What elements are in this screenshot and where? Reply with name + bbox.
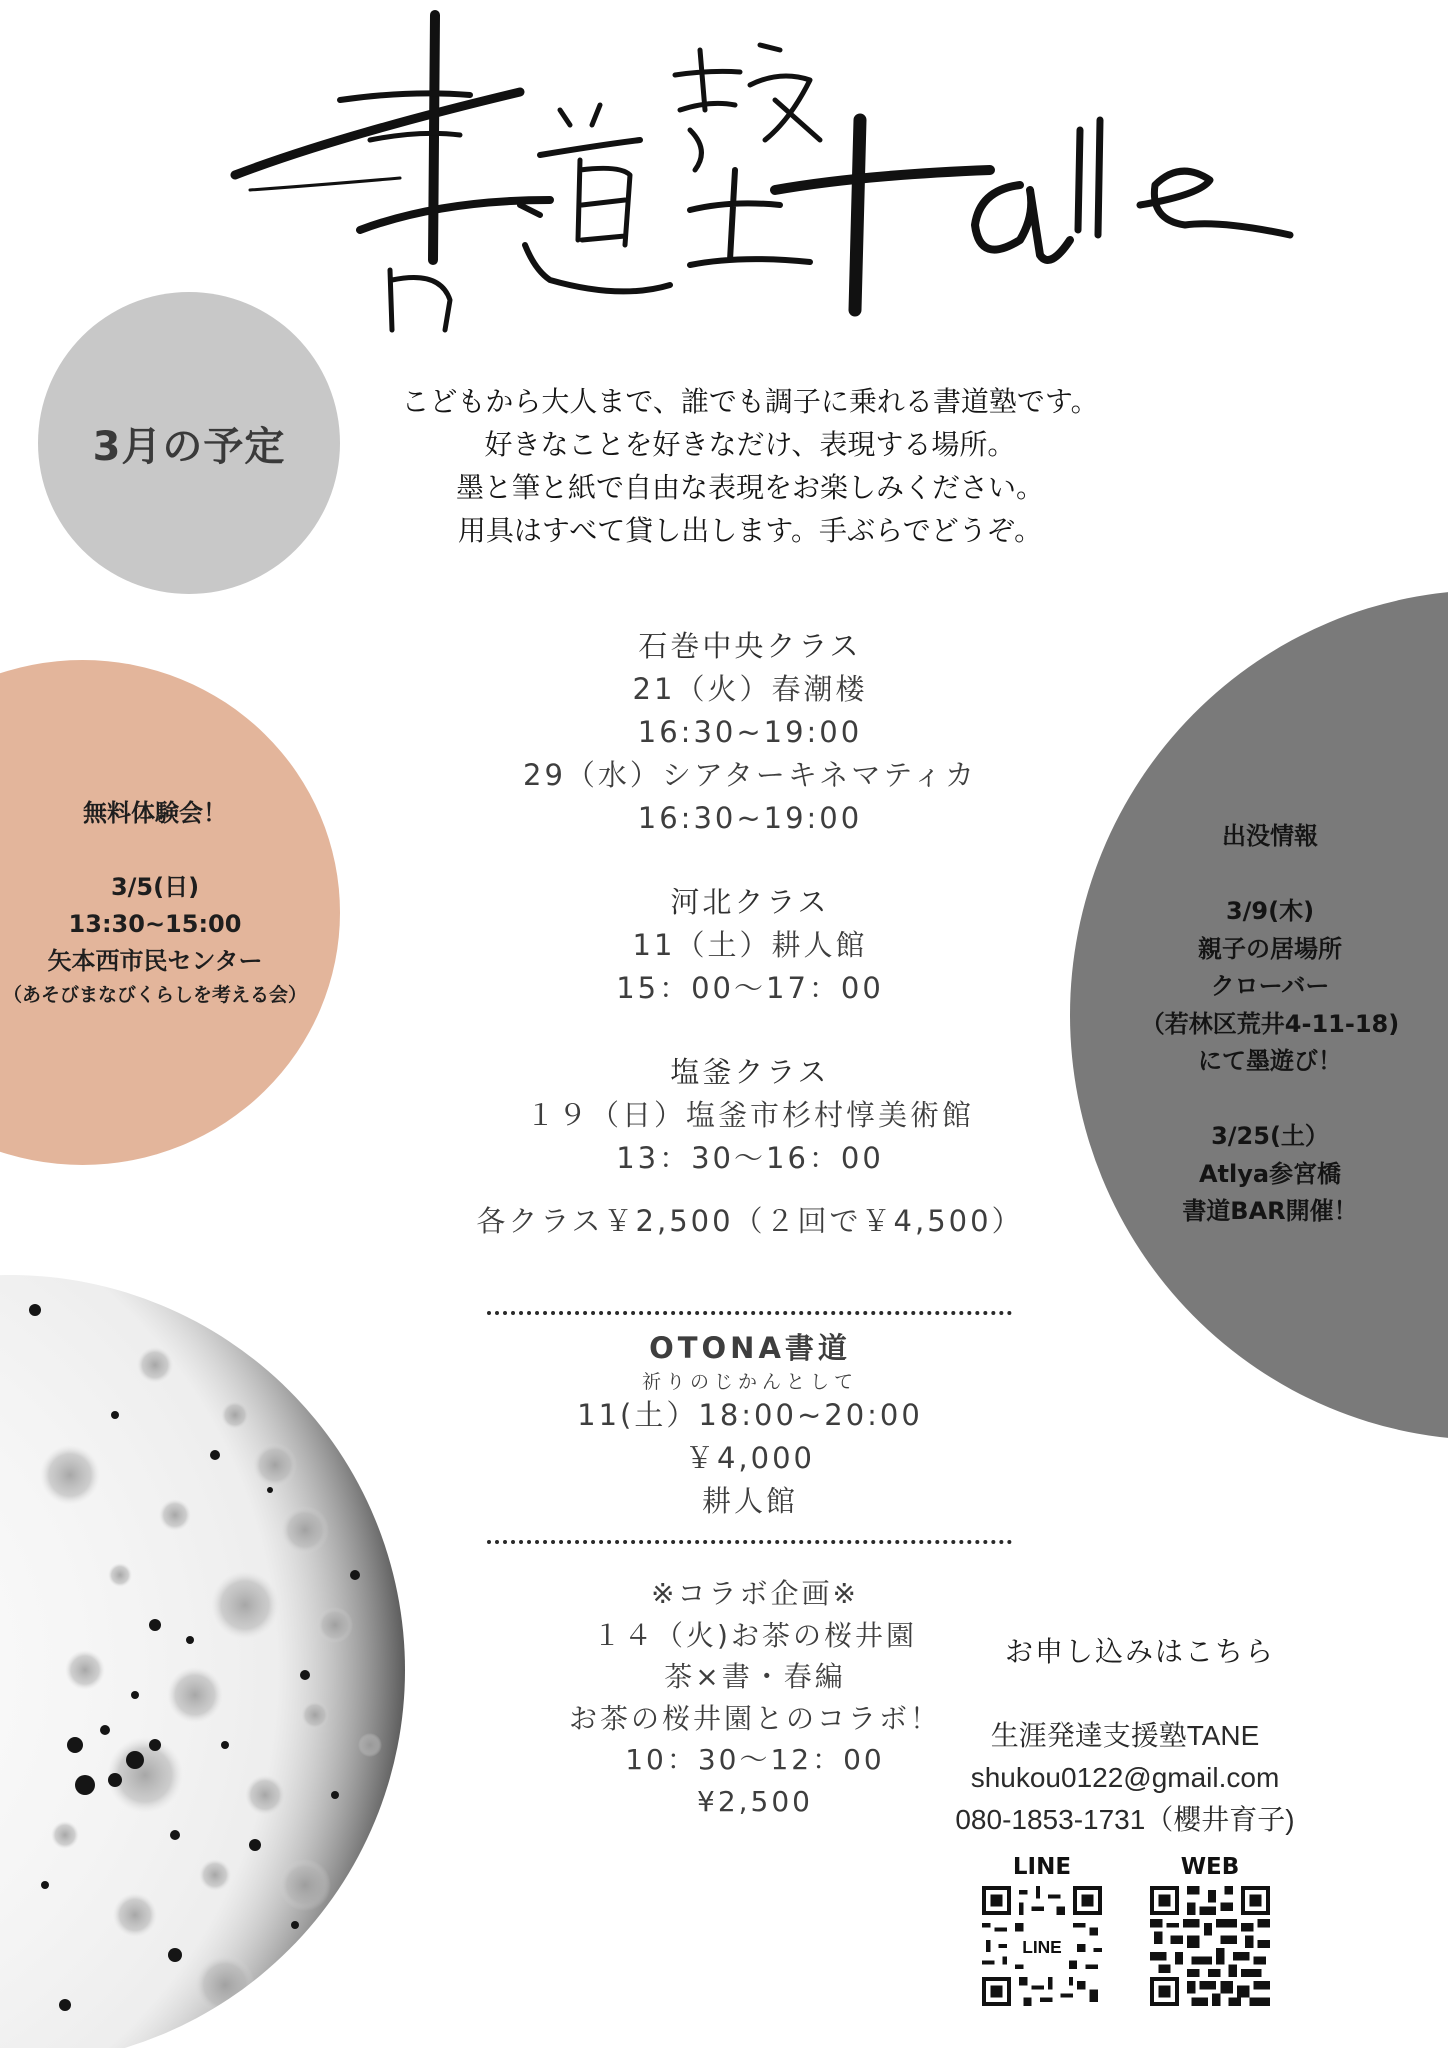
qr-line-label: LINE xyxy=(1012,1854,1072,1880)
schedule-badge-label: 3月の予定 xyxy=(92,423,286,470)
collab-line: 茶×書・春編 xyxy=(664,1660,846,1693)
trial-info xyxy=(0,795,310,1010)
trial-note: （あそびまなびくらしを考える会） xyxy=(2,984,307,1006)
ink-splatter-art xyxy=(0,1275,405,2048)
line-qr-code[interactable] xyxy=(982,1886,1102,2006)
class-detail: 16:30~19:00 xyxy=(637,801,863,835)
collab-line: １４（火)お茶の桜井園 xyxy=(593,1618,917,1652)
dotted-divider xyxy=(487,1540,1012,1544)
qr-line-center: LINE xyxy=(1022,1937,1062,1958)
appearance-line: 3/25(土） xyxy=(1211,1122,1329,1150)
collab-line: お茶の桜井園とのコラボ！ xyxy=(568,1701,941,1735)
class-detail: 21（火）春潮楼 xyxy=(632,672,868,706)
trial-title: 無料体験会！ xyxy=(83,799,227,827)
contact-info xyxy=(900,1715,1350,1841)
org-name: 生涯発達支援塾TANE xyxy=(990,1720,1260,1751)
otona-price: ￥4,000 xyxy=(684,1441,816,1475)
apply-label: お申し込みはこちら xyxy=(1004,1635,1275,1668)
trial-time: 13:30~15:00 xyxy=(68,910,242,938)
otona-title: OTONA書道 xyxy=(649,1331,851,1365)
schedule-badge xyxy=(38,292,340,594)
appearance-line: （若林区荒井4-11-18) xyxy=(1140,1009,1400,1038)
collab-line: ¥2,500 xyxy=(697,1784,813,1818)
appearance-line: 3/9(木) xyxy=(1225,897,1315,925)
phone-number[interactable]: 080-1853-1731（櫻井育子) xyxy=(955,1804,1295,1835)
appearance-line: クローバー xyxy=(1210,972,1330,1000)
email-link[interactable]: shukou0122@gmail.com xyxy=(970,1762,1280,1793)
class-name: 石巻中央クラス xyxy=(638,629,862,663)
class-detail: 15：00〜17：00 xyxy=(616,971,884,1005)
otona-datetime: 11(土）18:00~20:00 xyxy=(577,1398,923,1432)
intro-line: こどもから大人まで、誰でも調子に乗れる書道塾です。 xyxy=(401,385,1099,418)
otona-place: 耕人館 xyxy=(701,1484,798,1518)
class-detail: 13：30〜16：00 xyxy=(616,1141,884,1175)
class-detail: 11（土）耕人館 xyxy=(632,928,868,962)
intro-text xyxy=(330,380,1170,552)
class-schedule xyxy=(430,625,1070,1243)
calligraphy-title xyxy=(220,0,1320,350)
trial-date: 3/5(日) xyxy=(110,873,200,901)
class-detail: 29（水）シアターキネマティカ xyxy=(523,758,977,792)
web-qr-code[interactable] xyxy=(1150,1886,1270,2006)
dotted-divider xyxy=(487,1311,1012,1315)
appearance-line: 親子の居場所 xyxy=(1198,934,1342,963)
appearance-title: 出没情報 xyxy=(1222,822,1318,850)
intro-line: 墨と筆と紙で自由な表現をお楽しみください。 xyxy=(455,471,1044,504)
qr-web-label: WEB xyxy=(1180,1854,1240,1880)
class-name: 河北クラス xyxy=(670,885,830,919)
intro-line: 好きなことを好きなだけ、表現する場所。 xyxy=(484,428,1016,461)
appearance-info xyxy=(1120,818,1420,1231)
otona-section xyxy=(480,1326,1020,1523)
class-name: 塩釜クラス xyxy=(670,1055,830,1089)
otona-subtitle: 祈りのじかんとして xyxy=(641,1371,858,1393)
appearance-line: Atlya参宮橋 xyxy=(1198,1159,1342,1188)
class-detail: 16:30~19:00 xyxy=(637,715,863,749)
appearance-line: 書道BAR開催！ xyxy=(1182,1197,1358,1225)
trial-place: 矢本西市民センター xyxy=(47,947,263,975)
collab-title: ※コラボ企画※ xyxy=(651,1577,859,1610)
appearance-line: にて墨遊び！ xyxy=(1198,1047,1342,1075)
collab-line: 10：30〜12：00 xyxy=(625,1743,885,1776)
ink-splatter-image xyxy=(0,1275,405,2048)
intro-line: 用具はすべて貸し出します。手ぶらでどうぞ。 xyxy=(457,514,1043,547)
class-price: 各クラス￥2,500（２回で￥4,500） xyxy=(476,1204,1024,1238)
class-detail: １９（日）塩釜市杉村惇美術館 xyxy=(525,1098,974,1132)
